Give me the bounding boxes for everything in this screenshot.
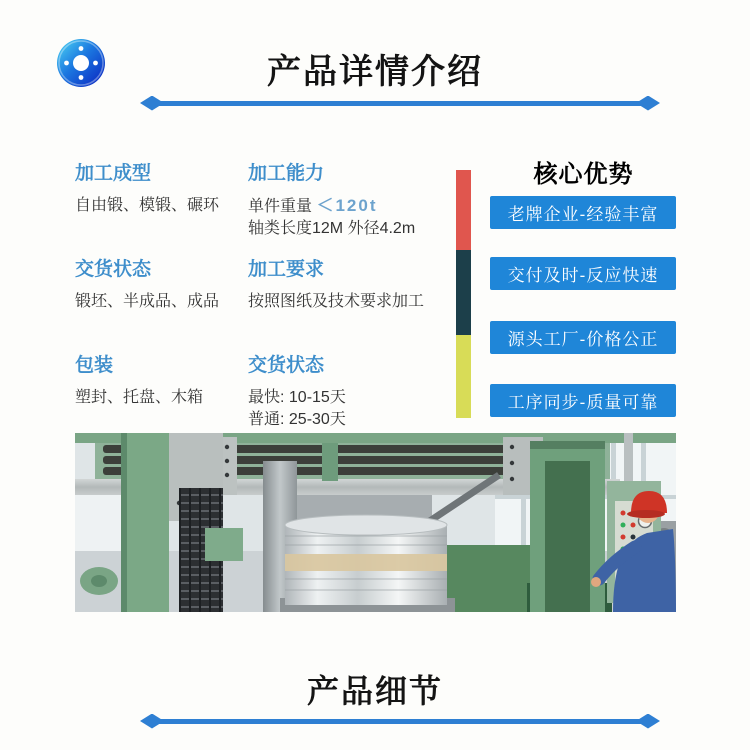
advantages-title: 核心优势 [533,161,634,188]
divider-line [157,719,643,724]
spec-heading: 加工能力 [248,163,325,184]
advantage-button-delivery[interactable]: 交付及时-反应快速 [490,257,676,290]
spec-value: 普通: 25-30天 [248,411,346,428]
spec-heading: 包装 [75,355,114,376]
spec-packaging [75,350,250,409]
spec-value: 最快: 10-15天 [248,389,346,406]
divider-line [157,101,643,106]
spec-value: 锻坯、半成品、成品 [75,293,220,310]
diamond-shape-right [636,96,660,111]
spec-value: 轴类长度12M 外径4.2m [248,220,416,237]
spec-value: 自由锻、模锻、碾环 [75,197,220,214]
diamond-shape-left [140,96,164,111]
bar-segment-teal [456,250,471,335]
spec-heading: 加工成型 [75,163,152,184]
advantage-button-quality[interactable]: 工序同步-质量可靠 [490,384,676,417]
diamond-shape-right [636,714,660,729]
advantage-button-experience[interactable]: 老牌企业-经验丰富 [490,196,676,229]
spec-value [248,195,468,218]
factory-photo-illustration [75,433,676,612]
spec-requirements [248,254,468,313]
vertical-lathe-factory-photo [75,433,676,612]
bar-segment-red [456,170,471,250]
spec-forming-type [75,158,250,217]
spec-delivery-state [75,254,250,313]
spec-heading: 交货状态 [75,259,152,280]
spec-value: 塑封、托盘、木箱 [75,389,204,406]
capacity-prefix: 单件重量 [248,198,317,215]
spec-heading: 加工要求 [248,259,325,280]
advantage-button-price[interactable]: 源头工厂-价格公正 [490,321,676,354]
spec-capacity [248,158,468,240]
spec-value: 按照图纸及技术要求加工 [248,293,425,310]
page-title: 产品详情介绍 [267,53,483,91]
spec-heading: 交货状态 [248,355,325,376]
capacity-highlight: ＜120t [316,196,378,215]
section-title-product-details: 产品细节 [306,673,443,709]
header-divider [140,95,660,111]
diamond-shape-left [140,714,164,729]
footer-divider [140,713,660,729]
bar-segment-yellow [456,335,471,418]
spec-delivery-time [248,350,468,431]
advantage-color-bar [456,170,471,418]
